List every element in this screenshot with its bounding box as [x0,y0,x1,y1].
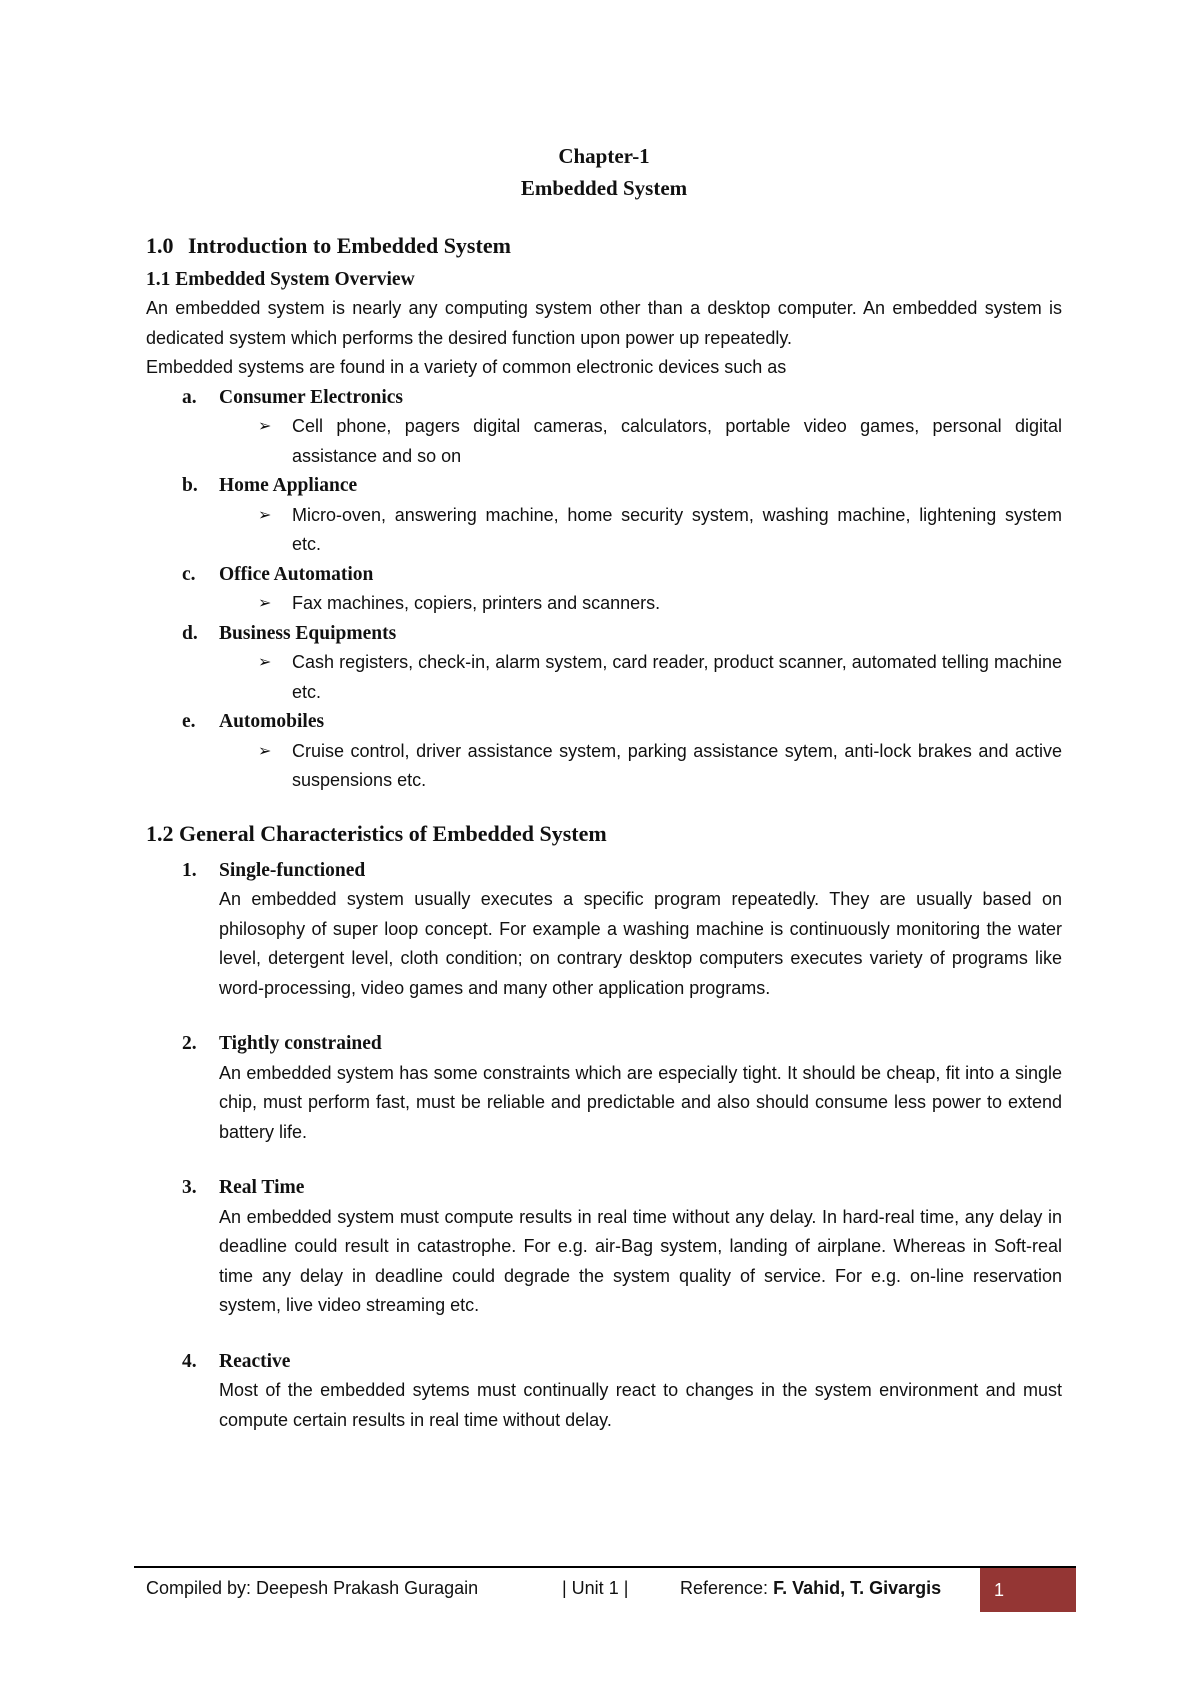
category-letter: d. [182,622,198,644]
document-page [146,140,1062,1435]
footer-reference [680,1578,941,1599]
characteristic-number: 4. [182,1350,197,1372]
category-name: Consumer Electronics [219,386,403,408]
characteristic-body: An embedded system usually executes a specific program repeatedly. They are usually based on philosophy of super loop concept. For example a washing machine is continuously monitoring the water level, detergent level, cloth condition; on contrary desktop computers executes variety of programs like word-processing, video games and many other application programs. [219,889,1062,998]
overview-paragraph-1: An embedded system is nearly any computing system other than a desktop computer. An embedded system is dedicated system which performs the desired function upon power up repeatedly. [146,298,1062,348]
category-name: Business Equipments [219,622,397,644]
footer-reference-label: Reference: [680,1578,774,1598]
category-item [146,560,1062,619]
section-1-0-heading [146,230,1062,262]
characteristic-item [146,1347,1062,1436]
category-name: Office Automation [219,563,374,585]
characteristic-item [146,1173,1062,1321]
characteristic-title: Single-functioned [219,859,366,881]
category-item [146,619,1062,708]
arrow-bullet-icon: ➢ [258,418,272,435]
characteristic-item [146,1029,1062,1147]
footer-reference-authors: F. Vahid, T. Givargis [773,1578,942,1598]
category-bullet-text: Fax machines, copiers, printers and scanners. [292,593,661,613]
category-letter: a. [182,386,197,408]
category-name: Automobiles [219,711,325,732]
category-letter: e. [182,711,196,732]
category-bullet-text: Micro-oven, answering machine, home security system, washing machine, lightening system etc. [292,504,1062,554]
characteristic-number: 1. [182,859,197,881]
category-bullet-text: Cruise control, driver assistance system, parking assistance sytem, anti-lock brakes and active suspensions etc. [292,740,1062,790]
category-bullet-text: Cash registers, check-in, alarm system, card reader, product scanner, automated telling machine etc. [292,652,1062,702]
characteristic-title: Tightly constrained [219,1033,382,1054]
characteristic-body: An embedded system has some constraints which are especially tight. It should be cheap, fit into a single chip, must perform fast, must be reliable and predictable and also should consume less power to extend battery life. [219,1062,1062,1142]
arrow-bullet-icon: ➢ [258,595,272,612]
arrow-bullet-icon: ➢ [258,742,272,760]
category-name: Home Appliance [219,475,358,496]
overview-paragraph-2: Embedded systems are found in a variety of common electronic devices such as [146,357,787,377]
characteristic-item [146,856,1062,1004]
category-bullet-text: Cell phone, pagers digital cameras, calculators, portable video games, personal digital assistance and so on [292,416,1062,466]
characteristic-body: An embedded system must compute results in real time without any delay. In hard-real time, any delay in deadline could result in catastrophe. For e.g. air-Bag system, landing of airplane. Whereas in Soft-real time any delay in deadline could degrade the system quality of service. For e.g. on-line reservation system, live video streaming etc. [219,1206,1062,1315]
footer-compiled-by: Compiled by: Deepesh Prakash Guragain [146,1578,479,1598]
characteristics-list [146,856,1062,1436]
chapter-subtitle: Embedded System [520,176,688,200]
footer-unit: | Unit 1 | [562,1578,629,1598]
page-footer [134,1566,1076,1612]
chapter-title: Chapter-1 [558,144,650,168]
category-letter: b. [182,475,198,496]
arrow-bullet-icon: ➢ [258,506,272,524]
category-letter: c. [182,563,196,585]
section-1-2-heading: 1.2 General Characteristics of Embedded System [146,820,607,846]
section-1-0-title: Introduction to Embedded System [188,233,511,258]
category-item [146,471,1062,560]
section-1-1-heading: 1.1 Embedded System Overview [146,269,415,290]
category-item [146,383,1062,472]
characteristic-number: 3. [182,1177,197,1198]
characteristic-title: Reactive [219,1350,291,1372]
category-item [146,707,1062,796]
characteristic-number: 2. [182,1033,197,1054]
footer-page-number: 1 [980,1568,1076,1612]
arrow-bullet-icon: ➢ [258,654,272,671]
category-list [146,383,1062,796]
characteristic-title: Real Time [219,1177,305,1198]
section-1-0-number: 1.0 [146,233,174,258]
characteristic-body: Most of the embedded sytems must continually react to changes in the system environment and must compute certain results in real time without delay. [219,1380,1062,1430]
